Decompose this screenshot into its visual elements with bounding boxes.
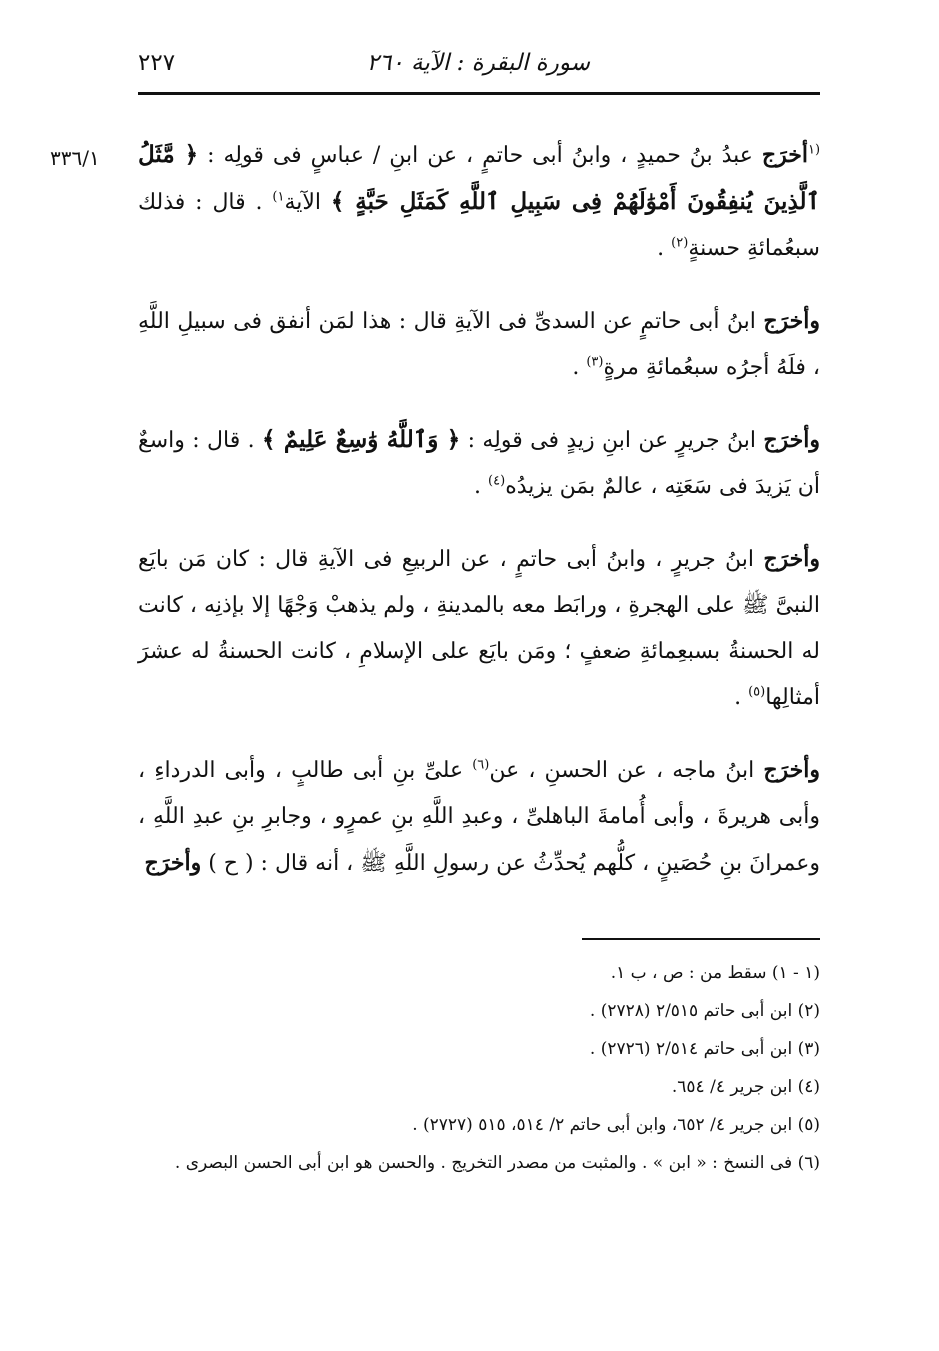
text-run: . قال : واسعٌ أن يَزيدَ فى سَعَتِه ، عالمٌ بمَن يزيدُه xyxy=(138,428,820,499)
keyword: وأخرَج xyxy=(763,546,820,572)
footnote-marker: (٢) xyxy=(671,235,689,251)
text-run: ابنُ أبى حاتمٍ عن السدىِّ فى الآيةِ قال : هذا لمَن أنفق فى سبيلِ اللَّهِ ، فلَهُ أجرُه سبعُمائةِ مرةٍ xyxy=(138,309,820,380)
footnote-marker: (٥) xyxy=(748,684,766,700)
text-run: عبدُ بنُ حميدٍ ، وابنُ أبى حاتمٍ ، عن ابنِ / عباسٍ فى قولِه : xyxy=(198,143,762,168)
footnotes xyxy=(138,954,820,1182)
text-run: . قال : فذلك سبعُمائةِ حسنةٍ xyxy=(138,190,820,261)
footnote: (١ - ١) سقط من : ص ، ب ١. xyxy=(610,963,820,983)
running-title: سورة البقرة : الآية ٢٦٠ xyxy=(366,50,590,76)
keyword: وأخرَج xyxy=(763,308,820,334)
footnote: (٢) ابن أبى حاتم ٢/٥١٥ (٢٧٢٨) . xyxy=(589,1001,820,1021)
footnote-marker: ١) xyxy=(272,189,285,205)
text-run: . xyxy=(572,355,587,380)
footnote: (٦) فى النسخ : « ابن » . والمثبت من مصدر التخريج . والحسن هو ابن أبى الحسن البصرى . xyxy=(174,1153,820,1173)
footnote-marker: (١ xyxy=(807,142,821,158)
header-rule xyxy=(138,92,820,95)
page-number: ٢٢٧ xyxy=(138,50,176,76)
quran-verse: ﴿ مَّثَلُ ٱلَّذِينَ يُنفِقُونَ أَمْوَٰلَهُمْ فِى سَبِيلِ ٱللَّهِ كَمَثَلِ حَبَّةٍ ﴾ xyxy=(138,141,821,215)
text-run: . xyxy=(657,236,672,261)
keyword: وأخرَج xyxy=(763,757,821,783)
page-header xyxy=(138,38,820,90)
text-run: . xyxy=(474,474,489,499)
text-run: . xyxy=(734,685,749,710)
paragraph xyxy=(138,132,820,272)
main-text xyxy=(138,132,820,913)
footnote-marker: (٤) xyxy=(488,473,506,489)
footnote: (٤) ابن جرير ٤/ ٦٥٤. xyxy=(671,1077,820,1097)
text-run: علىِّ بنِ أبى طالبٍ ، وأبى الدرداءِ ، وأبى هريرةَ ، وأبى أُمامةَ الباهلىِّ ، وعبدِ اللَّهِ بنِ عمرٍو ، وجابرِ بنِ عبدِ اللَّهِ ، وعمرانَ بنِ حُصَينٍ ، كلُّهم يُحدِّثُ عن رسولِ اللَّهِ ﷺ ، أنه قال : ( ح ) xyxy=(138,758,820,876)
paragraph xyxy=(138,536,820,721)
margin-reference: ٣٣٦/١ xyxy=(50,146,100,170)
paragraph xyxy=(138,298,820,391)
paragraph xyxy=(138,417,820,510)
footnote-marker: (٦) xyxy=(472,757,490,773)
footnote: (٥) ابن جرير ٤/ ٦٥٢، وابن أبى حاتم ٢/ ٥١٤، ٥١٥ (٢٧٢٧) . xyxy=(412,1115,820,1135)
footnote-rule xyxy=(582,938,820,940)
paragraph xyxy=(138,747,820,887)
text-run: ابنُ ماجه ، عن الحسنِ ، عن xyxy=(489,758,764,783)
text-run: ابنُ جريرٍ ، وابنُ أبى حاتمٍ ، عن الربيعِ فى الآيةِ قال : كان مَن بايَع النبىَّ ﷺ على الهجرةِ ، ورابَط معه بالمدينةِ ، ولم يذهبْ وَجْهًا إلا بإذنِه ، كانت له الحسنةُ بسبعِمائةِ ضعفٍ ؛ ومَن بايَع على الإسلامِ ، كانت الحسنةُ له عشرَ أمثالِها xyxy=(138,547,820,710)
footnote: (٣) ابن أبى حاتم ٢/٥١٤ (٢٧٢٦) . xyxy=(589,1039,820,1059)
text-run: الآية xyxy=(284,190,331,215)
keyword: أخرَج xyxy=(761,142,808,168)
text-run: ابنُ جريرٍ عن ابنِ زيدٍ فى قولِه : xyxy=(460,428,764,453)
quran-verse: ﴿ وَٱللَّهُ وَٰسِعٌ عَلِيمٌ ﴾ xyxy=(261,426,461,453)
keyword: وأخرَج xyxy=(144,850,202,876)
keyword: وأخرَج xyxy=(763,427,820,453)
footnote-marker: (٣) xyxy=(586,354,604,370)
